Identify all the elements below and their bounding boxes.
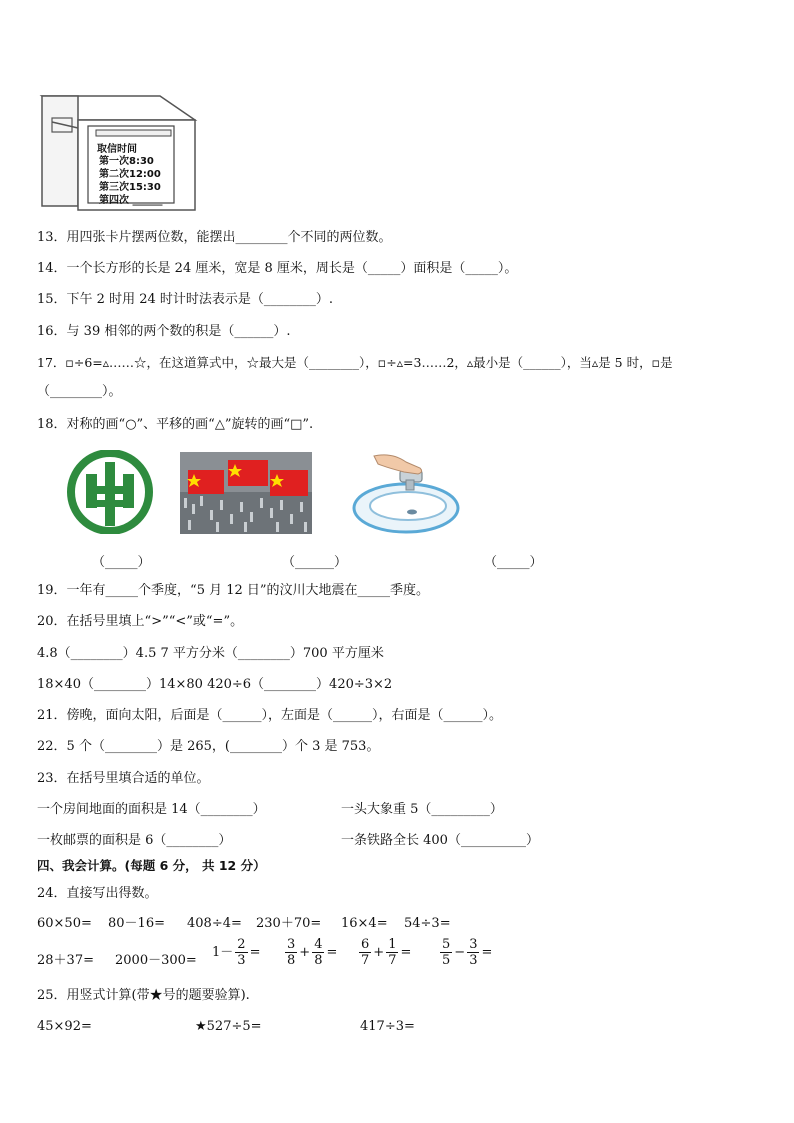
numerator: 4 <box>314 937 323 952</box>
answer-blank-flags[interactable]: （______） <box>282 555 348 570</box>
q24-frac-d1 <box>285 937 297 968</box>
q24-frac-e2 <box>386 937 398 968</box>
numerator: 5 <box>442 937 451 952</box>
denominator: 7 <box>361 953 370 968</box>
denominator: 8 <box>314 953 323 968</box>
question-18: 18．对称的画“○”、平移的画“△”旋转的画“□”. <box>37 417 314 432</box>
q24-frac-e-equals: = <box>400 945 412 960</box>
q24-frac-c-prefix: 1－ <box>212 945 234 960</box>
faucet-basin-image <box>344 450 462 538</box>
q24-row-1-item-3: 408÷4= <box>187 916 242 931</box>
q24-row-2-item-5 <box>357 937 411 968</box>
q24-op-f: − <box>454 945 466 960</box>
flag-crowd-image <box>180 452 312 534</box>
q24-frac-f-equals: = <box>481 945 493 960</box>
question-16: 16．与 39 相邻的两个数的积是（______）. <box>37 324 291 339</box>
q24-row-2-item-6 <box>438 937 492 968</box>
q24-row-1-item-6: 54÷3= <box>404 916 451 931</box>
denominator: 5 <box>442 953 451 968</box>
mailbox-title: 取信时间 <box>97 144 137 155</box>
question-20-row-2: 18×40（________）14×80 420÷6（________）420÷3×2 <box>37 677 393 692</box>
question-15: 15．下午 2 时用 24 时计时法表示是（________）. <box>37 292 334 307</box>
denominator: 8 <box>287 953 296 968</box>
mailbox-time-2: 第二次12:00 <box>99 169 161 180</box>
q24-row-1-item-5: 16×4= <box>341 916 388 931</box>
question-25: 25．用竖式计算(带★号的题要验算). <box>37 988 250 1003</box>
question-17-line-2: （________）。 <box>37 384 122 399</box>
q25-item-3: 417÷3= <box>360 1019 415 1034</box>
answer-blank-logo[interactable]: （_____） <box>92 555 151 570</box>
q24-frac-c-equals: = <box>249 945 261 960</box>
q24-frac-e1 <box>359 937 371 968</box>
question-23-item-stamp: 一枚邮票的面积是 6（________） <box>37 833 232 848</box>
numerator: 6 <box>361 937 370 952</box>
denominator: 3 <box>237 953 246 968</box>
question-24: 24．直接写出得数。 <box>37 886 158 901</box>
question-19: 19．一年有_____个季度，“5 月 12 日”的汶川大地震在_____季度。 <box>37 583 430 598</box>
question-20: 20．在括号里填上“>”“<”或“=”。 <box>37 614 244 629</box>
question-23: 23．在括号里填合适的单位。 <box>37 771 210 786</box>
bank-logo-image <box>63 450 157 534</box>
numerator: 3 <box>469 937 478 952</box>
q24-op-e: + <box>373 945 385 960</box>
q25-item-2: ★527÷5= <box>195 1019 262 1034</box>
numerator: 1 <box>388 937 397 952</box>
numerator: 2 <box>237 937 246 952</box>
q24-frac-c <box>235 937 247 968</box>
question-23-item-room: 一个房间地面的面积是 14（________） <box>37 802 266 817</box>
answer-blank-faucet[interactable]: （_____） <box>484 555 543 570</box>
q24-row-2-item-3 <box>212 937 260 968</box>
q24-frac-d2 <box>312 937 324 968</box>
section-4-heading: 四、我会计算。(每题 6 分， 共 12 分） <box>37 858 266 873</box>
q24-row-1-item-4: 230＋70= <box>256 916 322 931</box>
mailbox-time-1: 第一次8:30 <box>99 156 154 167</box>
denominator: 3 <box>469 953 478 968</box>
q24-row-1-item-1: 60×50= <box>37 916 92 931</box>
q24-row-1-item-2: 80－16= <box>108 916 165 931</box>
q25-item-1: 45×92= <box>37 1019 92 1034</box>
question-23-item-railway: 一条铁路全长 400（__________） <box>341 833 539 848</box>
q24-frac-f2 <box>467 937 479 968</box>
q24-op-d: + <box>299 945 311 960</box>
numerator: 3 <box>287 937 296 952</box>
q24-frac-f1 <box>440 937 452 968</box>
denominator: 7 <box>388 953 397 968</box>
question-14: 14．一个长方形的长是 24 厘米，宽是 8 厘米，周长是（_____）面积是（_____）。 <box>37 261 518 276</box>
q24-frac-d-equals: = <box>326 945 338 960</box>
question-13: 13．用四张卡片摆两位数，能摆出________个不同的两位数。 <box>37 230 392 245</box>
question-21: 21．傍晚，面向太阳，后面是（______），左面是（______），右面是（______）。 <box>37 708 503 723</box>
q24-row-2-item-2: 2000－300= <box>115 953 197 968</box>
mailbox-time-4: 第四次 ______ <box>99 195 163 206</box>
question-17-line-1: 17．▫÷6=▵……☆，在这道算式中，☆最大是（________），▫÷▵=3……2，▵最小是（______），当▵是 5 时，▫是 <box>37 355 673 370</box>
question-20-row-1: 4.8（________）4.5 7 平方分米（________）700 平方厘米 <box>37 646 384 661</box>
question-23-item-elephant: 一头大象重 5（_________） <box>341 802 503 817</box>
question-22: 22．5 个（________）是 265，(________）个 3 是 753。 <box>37 739 380 754</box>
mailbox-time-3: 第三次15:30 <box>99 182 161 193</box>
q24-row-2-item-4 <box>283 937 337 968</box>
q24-row-2-item-1: 28＋37= <box>37 953 94 968</box>
